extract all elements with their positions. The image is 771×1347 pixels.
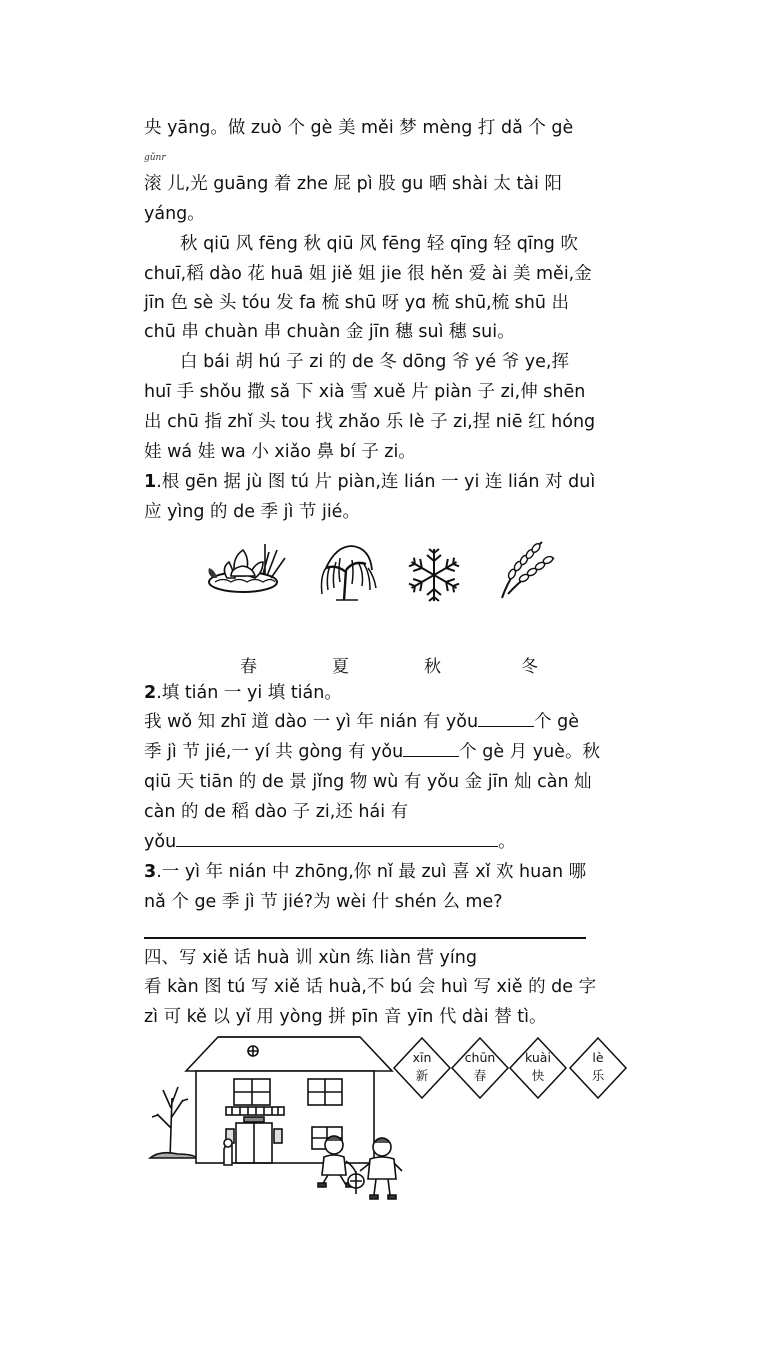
winter-line-2: huī 手 shǒu 撒 sǎ 下 xià 雪 xuě 片 piàn 子 zi,伸 shēn — [144, 382, 586, 402]
passage-line-1: 央 yāng。做 zuò 个 gè 美 měi 梦 mèng 打 dǎ 个 gè — [144, 118, 574, 138]
question-2-title: .填 tián 一 yi 填 tián。 — [156, 683, 342, 703]
card-le-char: 乐 — [591, 1068, 605, 1083]
card-chun-pinyin: chūn — [464, 1050, 496, 1065]
card-kuai-pinyin: kuài — [525, 1050, 551, 1065]
winter-line-1: 白 bái 胡 hú 子 zi 的 de 冬 dōng 爷 yé 爷 ye,挥 — [180, 352, 569, 372]
question-2-number: 2 — [144, 683, 157, 703]
autumn-line-2: chuī,稻 dào 花 huā 姐 jiě 姐 jie 很 hěn 爱 ài 美 měi,金 — [144, 264, 592, 284]
question-2-line-2 — [144, 741, 600, 763]
q2-line1-text-b: 个 gè — [534, 712, 579, 732]
section-4-text-2: zì 可 kě 以 yǐ 用 yòng 拼 pīn 音 yīn 代 dài 替 tì。 — [144, 1007, 547, 1027]
card-xin-char: 新 — [415, 1068, 429, 1083]
question-3-line-1 — [144, 861, 586, 883]
rice-ear-picture — [494, 532, 560, 600]
section-4-title: 四、写 xiě 话 huà 训 xùn 练 liàn 营 yíng — [144, 948, 477, 968]
season-autumn: 秋 — [424, 657, 441, 677]
question-2-title-line — [144, 682, 342, 704]
q2-line1-text-a: 我 wǒ 知 zhī 道 dào 一 yì 年 nián 有 yǒu — [144, 712, 479, 732]
card-kuai-char: 快 — [531, 1068, 545, 1083]
q2-line5-text-b: 。 — [498, 832, 516, 852]
card-xin-pinyin: xīn — [412, 1050, 432, 1065]
question-2-line-5 — [144, 831, 516, 853]
month-count-blank[interactable] — [403, 742, 459, 757]
question-1-line-2: 应 yìng 的 de 季 jì 节 jié。 — [144, 502, 360, 522]
lotus-picture — [205, 538, 287, 600]
card-chun-char: 春 — [473, 1068, 487, 1083]
question-3-number: 3 — [144, 862, 157, 882]
autumn-scenery-blank[interactable] — [176, 832, 498, 847]
winter-line-3: 出 chū 指 zhǐ 头 tou 找 zhǎo 乐 lè 子 zi,捏 niē 红 hóng — [144, 412, 596, 432]
question-2-line-3: qiū 天 tiān 的 de 景 jǐng 物 wù 有 yǒu 金 jīn 灿 càn 灿 — [144, 772, 592, 792]
word-cards — [392, 1036, 630, 1100]
winter-line-4: 娃 wá 娃 wa 小 xiǎo 鼻 bí 子 zi。 — [144, 442, 416, 462]
question-1-line-1 — [144, 471, 595, 493]
autumn-line-4: chū 串 chuàn 串 chuàn 金 jīn 穗 suì 穗 sui。 — [144, 322, 515, 342]
q2-line2-text-a: 季 jì 节 jié,一 yí 共 gòng 有 yǒu — [144, 742, 404, 762]
question-1-number: 1 — [144, 472, 157, 492]
answer-line-divider — [144, 937, 586, 939]
question-3-line-2: nǎ 个 ge 季 jì 节 jié?为 wèi 什 shén 么 me? — [144, 892, 503, 912]
q2-line2-text-b: 个 gè 月 yuè。秋 — [459, 742, 600, 762]
autumn-line-1: 秋 qiū 风 fēng 秋 qiū 风 fēng 轻 qīng 轻 qīng 吹 — [180, 234, 578, 254]
card-le-pinyin: lè — [592, 1050, 604, 1065]
snowflake-picture — [403, 545, 465, 605]
passage-line-3: yáng。 — [144, 204, 205, 224]
season-count-blank[interactable] — [478, 712, 534, 727]
passage-line-2: 滚 儿,光 guāng 着 zhe 屁 pì 股 gu 晒 shài 太 tài 阳 — [144, 174, 562, 194]
gunr-pinyin-annotation: gǔnr — [144, 153, 166, 163]
season-spring: 春 — [240, 657, 257, 677]
section-4-text-1: 看 kàn 图 tú 写 xiě 话 huà,不 bú 会 huì 写 xiě 的 de 字 — [144, 977, 597, 997]
season-summer: 夏 — [332, 657, 349, 677]
question-1-text-1: .根 gēn 据 jù 图 tú 片 piàn,连 lián 一 yi 连 lián 对 duì — [156, 472, 596, 492]
question-2-line-1 — [144, 711, 579, 733]
season-winter: 冬 — [521, 657, 538, 677]
new-year-house-illustration — [148, 1033, 410, 1203]
q2-line5-text-a: yǒu — [144, 832, 177, 852]
question-3-text-1: .一 yì 年 nián 中 zhōng,你 nǐ 最 zuì 喜 xǐ 欢 huan 哪 — [156, 862, 587, 882]
question-2-line-4: càn 的 de 稻 dào 子 zi,还 hái 有 — [144, 802, 409, 822]
autumn-line-3: jīn 色 sè 头 tóu 发 fa 梳 shū 呀 yɑ 梳 shū,梳 shū 出 — [144, 293, 570, 313]
willow-picture — [310, 540, 382, 602]
